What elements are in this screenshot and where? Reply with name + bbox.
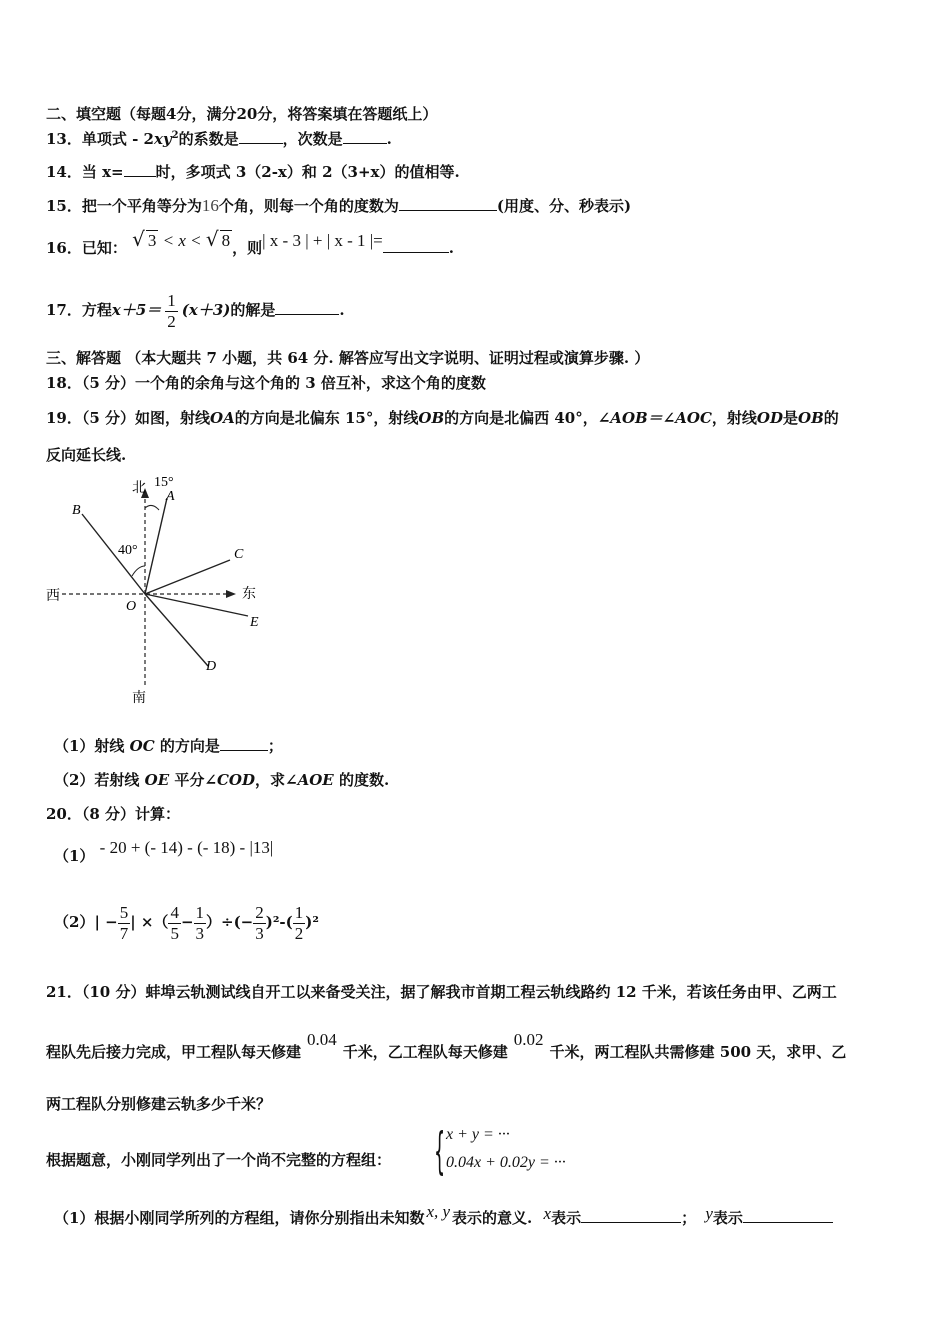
q21-p1-sep: ； xyxy=(681,1209,697,1227)
q20-p2-div: ）÷(− xyxy=(206,913,254,931)
q19-number: 19． xyxy=(46,409,82,427)
q19-text-a: （5 分）如图，射线 xyxy=(81,409,211,427)
angle-15-arc xyxy=(145,505,159,510)
label-north: 北 xyxy=(132,480,146,496)
q20-p2-frac-1-2 xyxy=(293,903,306,944)
question-13 xyxy=(46,129,392,149)
q21-line-3: 两工程队分别修建云轨多少千米？ xyxy=(46,1095,272,1113)
question-19 xyxy=(46,408,839,428)
frac-num: 5 xyxy=(119,902,129,922)
q19-p1-oc: OC xyxy=(129,737,155,755)
sqrt-sign-icon: √ xyxy=(132,227,145,251)
q13-blank-coefficient[interactable] xyxy=(239,129,283,144)
q13-number: 13． xyxy=(46,130,82,148)
q14-number: 14． xyxy=(46,163,82,181)
q21-equation-2: 0.04x + 0.02y = ··· xyxy=(446,1154,566,1171)
q21-p1-blank-y[interactable] xyxy=(743,1208,833,1223)
q19-p1-blank[interactable] xyxy=(220,736,268,751)
ray-oa xyxy=(145,498,167,594)
q19-p1-c: ； xyxy=(267,737,283,755)
q20-p2-label: （2） xyxy=(54,913,95,931)
q16-text-b: ，则 xyxy=(232,239,263,257)
q20-part-2 xyxy=(54,896,319,948)
frac-den: 3 xyxy=(255,923,264,943)
q19-p2-cod: ∠COD xyxy=(204,771,255,789)
q17-frac-den: 2 xyxy=(167,311,176,331)
q20-number: 20． xyxy=(46,805,82,823)
q20-p2-abs-left: | − xyxy=(94,913,118,931)
frac-num: 1 xyxy=(195,902,205,922)
q14-text-b: 时，多项式 3（2-x）和 2（3+x）的值相等. xyxy=(155,163,460,181)
question-15 xyxy=(46,196,631,216)
q19-part-1 xyxy=(54,736,283,756)
q13-exponent: 2 xyxy=(171,130,179,141)
frac-num: 2 xyxy=(255,902,264,922)
label-east: 东 xyxy=(242,586,256,602)
q16-end: . xyxy=(448,239,454,257)
q19-text-d: ，射线 xyxy=(711,409,757,427)
q17-rhs: (x＋3) xyxy=(181,301,231,319)
q14-text-a: 当 x= xyxy=(81,163,124,181)
q13-text-b: 的系数是 xyxy=(178,130,239,148)
q21-p1-vars: x, y xyxy=(426,1202,451,1221)
q16-expression: | x - 3 | + | x - 1 |= xyxy=(262,231,383,250)
q21-p1-y-means: 表示 xyxy=(712,1209,743,1227)
q13-text-c: ，次数是 xyxy=(282,130,343,148)
q21-p1-x-means: 表示 xyxy=(551,1209,582,1227)
left-brace-icon: { xyxy=(434,1122,446,1180)
q21-equation-1: x + y = ··· xyxy=(446,1126,510,1143)
q19-p2-b: 平分 xyxy=(169,771,205,789)
q21-line-4: 根据题意，小刚同学列出了一个尚不完整的方程组： xyxy=(46,1151,392,1169)
q21-p1-x: x xyxy=(543,1204,552,1223)
q21-line-1: （10 分）蚌埠云轨测试线自开工以来备受关注，据了解我市首期工程云轨线路约 12 千米，若该任务由甲、乙两工 xyxy=(81,983,837,1001)
question-16 xyxy=(46,227,454,258)
frac-den: 5 xyxy=(170,923,179,943)
q15-blank[interactable] xyxy=(399,196,497,211)
q17-end: . xyxy=(339,301,345,319)
q20-p1-expression: - 20 + (- 14) - (- 18) - |13| xyxy=(99,838,274,857)
q13-blank-degree[interactable] xyxy=(343,129,387,144)
q19-p1-b: 的方向是 xyxy=(154,737,220,755)
q21-p1-blank-x[interactable] xyxy=(581,1208,681,1223)
label-south: 南 xyxy=(132,690,146,706)
label-angle-15: 15° xyxy=(154,475,174,490)
q19-p2-oe: OE xyxy=(144,771,170,789)
q17-fraction xyxy=(165,291,178,332)
question-17 xyxy=(46,288,345,332)
q16-mid: < x < xyxy=(162,231,202,250)
label-D: D xyxy=(206,659,217,674)
q21-equation-system xyxy=(434,1124,634,1180)
section2-heading: 二、填空题（每题4分，满分20分，将答案填在答题纸上） xyxy=(46,105,438,123)
q16-text-a: 已知： xyxy=(81,239,127,257)
q15-text-c: (用度、分、秒表示) xyxy=(496,197,632,215)
q17-frac-num: 1 xyxy=(167,290,176,310)
q19-ob2: OB xyxy=(798,409,824,427)
label-E: E xyxy=(250,615,259,630)
q16-radicand-1: 3 xyxy=(147,231,157,250)
q20-p2-sq1: )²-( xyxy=(265,913,293,931)
frac-num: 1 xyxy=(294,902,304,922)
q21-value-1: 0.04 xyxy=(307,1030,337,1049)
q16-inequality xyxy=(132,227,232,251)
q21-part-1 xyxy=(54,1202,833,1228)
q19-p2-a: （2）若射线 xyxy=(54,771,145,789)
q21-p1-b: 表示的意义. xyxy=(452,1209,533,1227)
q13-variable: xy xyxy=(153,130,172,148)
q20-p2-frac-4-5 xyxy=(168,903,181,944)
q19-p2-d: 的度数. xyxy=(333,771,390,789)
q15-number-16: 16 xyxy=(201,196,219,215)
frac-num: 4 xyxy=(170,902,179,922)
q21-line2-b: 千米，乙工程队每天修建 xyxy=(342,1043,508,1061)
question-20 xyxy=(46,804,180,824)
frac-den: 3 xyxy=(195,923,205,943)
q16-radicand-2: 8 xyxy=(221,231,231,250)
q20-p2-sq2: )² xyxy=(305,913,319,931)
sqrt-sign-icon: √ xyxy=(205,227,219,251)
section3-heading: 三、解答题 （本大题共 7 小题，共 64 分. 解答应写出文字说明、证明过程或演算步骤. ） xyxy=(46,349,650,367)
q20-p2-frac-2-3 xyxy=(253,903,266,944)
q19-text-c: 的方向是北偏西 40°， xyxy=(444,409,598,427)
question-14 xyxy=(46,162,460,182)
question-18 xyxy=(46,373,486,393)
east-arrow-icon xyxy=(226,590,236,598)
q16-number: 16． xyxy=(46,239,82,257)
q19-text-f: 的 xyxy=(823,409,839,427)
q20-p2-abs-right: | ×（ xyxy=(130,913,169,931)
angle-40-arc xyxy=(132,566,145,576)
q21-number: 21． xyxy=(46,983,82,1001)
q19-ob: OB xyxy=(418,409,445,427)
q21-p1-a: （1）根据小刚同学所列的方程组，请你分别指出未知数 xyxy=(54,1209,425,1227)
q21-value-2: 0.02 xyxy=(513,1030,544,1049)
label-west: 西 xyxy=(46,588,60,604)
q15-text-a: 把一个平角等分为 xyxy=(81,197,202,215)
q21-line2-c: 千米，两工程队共需修建 500 天，求甲、乙 xyxy=(549,1043,847,1061)
q17-text-b: 的解是 xyxy=(230,301,276,319)
q18-text: （5 分）一个角的余角与这个角的 3 倍互补，求这个角的度数 xyxy=(81,374,486,392)
q17-lhs: x＋5＝ xyxy=(111,301,162,319)
q21-line-2 xyxy=(46,1030,847,1062)
label-B: B xyxy=(72,503,81,518)
q19-part-2 xyxy=(54,770,389,790)
q21-p1-y: y xyxy=(705,1204,713,1223)
q17-text-a: 方程 xyxy=(81,301,112,319)
question-21 xyxy=(46,982,837,1002)
q15-number: 15． xyxy=(46,197,82,215)
q14-blank[interactable] xyxy=(124,162,156,177)
q20-text: （8 分）计算： xyxy=(81,805,181,823)
label-A: A xyxy=(166,489,175,504)
q19-p2-c: ，求 xyxy=(255,771,286,789)
q19-p2-aoe: ∠AOE xyxy=(285,771,334,789)
q19-text-b: 的方向是北偏东 15°，射线 xyxy=(234,409,419,427)
q20-part-1 xyxy=(54,838,274,866)
q13-end: . xyxy=(386,130,392,148)
q19-angle-eq: ∠AOB＝∠AOC xyxy=(597,409,712,427)
q19-line-2: 反向延长线. xyxy=(46,446,127,464)
frac-den: 7 xyxy=(119,923,129,943)
label-O: O xyxy=(126,599,137,614)
label-C: C xyxy=(234,547,244,562)
compass-diagram xyxy=(40,470,280,710)
frac-den: 2 xyxy=(294,923,304,943)
q20-p2-frac-5-7 xyxy=(118,903,131,944)
q19-text-e: 是 xyxy=(783,409,799,427)
q19-p1-a: （1）射线 xyxy=(54,737,130,755)
q16-blank[interactable] xyxy=(383,238,449,253)
label-angle-40: 40° xyxy=(118,543,138,558)
q17-number: 17． xyxy=(46,301,82,319)
q19-oa: OA xyxy=(210,409,235,427)
q21-line2-a: 程队先后接力完成，甲工程队每天修建 xyxy=(46,1043,302,1061)
q17-blank[interactable] xyxy=(275,300,339,315)
q19-od: OD xyxy=(756,409,783,427)
ray-oc xyxy=(145,560,230,594)
q13-text-a: 单项式 - 2 xyxy=(81,130,154,148)
q18-number: 18． xyxy=(46,374,82,392)
q20-p1-label: （1） xyxy=(54,847,95,865)
q15-text-b: 个角，则每一个角的度数为 xyxy=(218,197,399,215)
q20-p2-minus: − xyxy=(180,913,194,931)
q20-p2-frac-1-3 xyxy=(194,903,207,944)
